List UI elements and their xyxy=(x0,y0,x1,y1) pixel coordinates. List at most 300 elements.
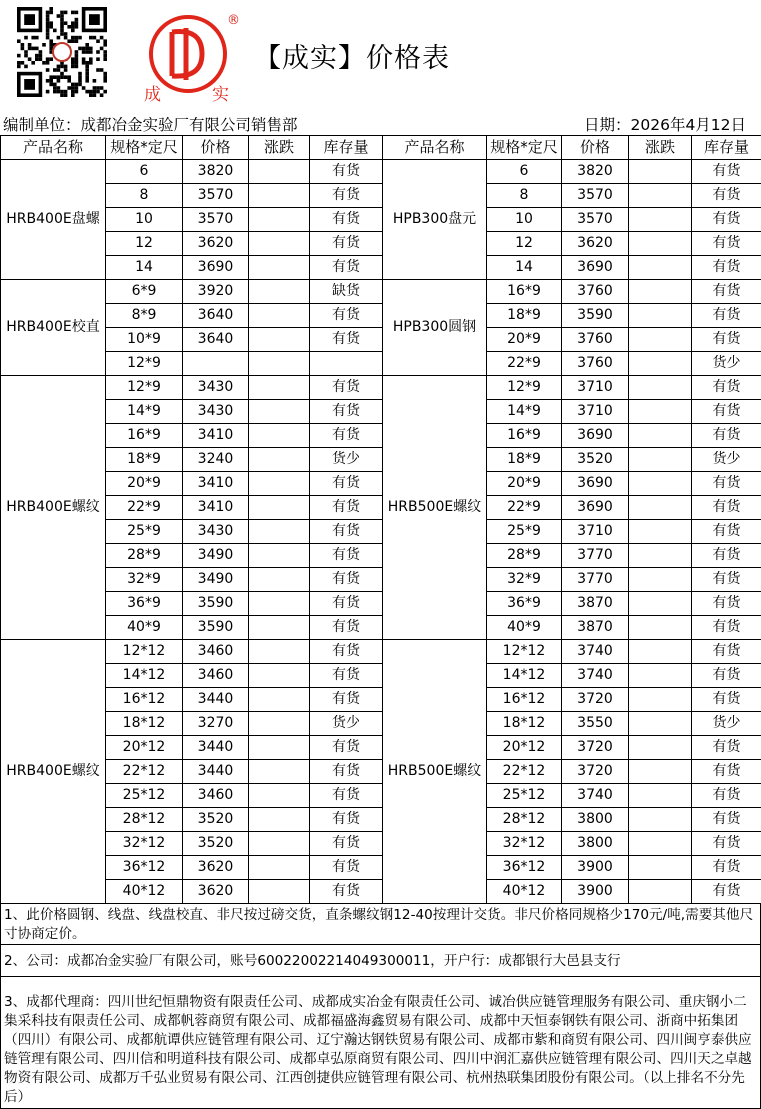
table-row xyxy=(1,736,761,760)
change-cell xyxy=(249,376,310,400)
spec-cell: 10 xyxy=(106,208,183,232)
spec-cell: 16*12 xyxy=(487,688,562,712)
change-cell xyxy=(249,688,310,712)
spec-cell: 28*9 xyxy=(487,544,562,568)
stock-cell: 有货 xyxy=(692,784,761,808)
spec-cell: 40*9 xyxy=(487,616,562,640)
stock-cell: 有货 xyxy=(310,688,383,712)
price-cell: 3440 xyxy=(183,736,249,760)
stock-cell: 有货 xyxy=(692,328,761,352)
stock-cell: 有货 xyxy=(692,184,761,208)
stock-cell: 有货 xyxy=(692,160,761,184)
table-row xyxy=(1,496,761,520)
stock-cell: 有货 xyxy=(310,160,383,184)
spec-cell: 22*9 xyxy=(487,352,562,376)
spec-cell: 20*9 xyxy=(487,328,562,352)
change-cell xyxy=(249,544,310,568)
spec-cell: 14*12 xyxy=(487,664,562,688)
stock-cell: 有货 xyxy=(310,808,383,832)
stock-cell: 有货 xyxy=(310,880,383,904)
change-cell xyxy=(249,328,310,352)
spec-cell: 12*12 xyxy=(106,640,183,664)
change-cell xyxy=(249,208,310,232)
price-cell: 3820 xyxy=(562,160,629,184)
spec-cell: 40*9 xyxy=(106,616,183,640)
stock-cell: 有货 xyxy=(692,424,761,448)
price-cell: 3770 xyxy=(562,544,629,568)
table-row xyxy=(1,760,761,784)
change-cell xyxy=(629,496,692,520)
price-cell: 3410 xyxy=(183,496,249,520)
spec-cell: 12*9 xyxy=(106,352,183,376)
price-cell: 3710 xyxy=(562,400,629,424)
product-name-left: HRB400E螺纹 xyxy=(1,376,106,640)
col-header-price: 价格 xyxy=(562,136,629,160)
change-cell xyxy=(249,784,310,808)
spec-cell: 25*9 xyxy=(106,520,183,544)
stock-cell: 有货 xyxy=(310,736,383,760)
spec-cell: 32*12 xyxy=(106,832,183,856)
stock-cell: 货少 xyxy=(310,448,383,472)
price-cell: 3770 xyxy=(562,568,629,592)
price-cell: 3720 xyxy=(562,736,629,760)
stock-cell: 有货 xyxy=(692,376,761,400)
spec-cell: 25*12 xyxy=(487,784,562,808)
stock-cell: 有货 xyxy=(692,616,761,640)
change-cell xyxy=(629,832,692,856)
stock-cell: 有货 xyxy=(310,424,383,448)
stock-cell: 有货 xyxy=(692,568,761,592)
change-cell xyxy=(629,568,692,592)
change-cell xyxy=(249,352,310,376)
change-cell xyxy=(249,256,310,280)
spec-cell: 20*12 xyxy=(487,736,562,760)
price-cell: 3710 xyxy=(562,376,629,400)
spec-cell: 20*9 xyxy=(487,472,562,496)
price-cell: 3570 xyxy=(183,184,249,208)
change-cell xyxy=(249,304,310,328)
price-cell: 3620 xyxy=(183,880,249,904)
table-row xyxy=(1,880,761,904)
price-cell: 3520 xyxy=(562,448,629,472)
col-header-spec: 规格*定尺 xyxy=(106,136,183,160)
spec-cell: 22*12 xyxy=(487,760,562,784)
product-name-left: HRB400E盘螺 xyxy=(1,160,106,280)
price-cell: 3870 xyxy=(562,592,629,616)
change-cell xyxy=(249,496,310,520)
table-row xyxy=(1,376,761,400)
table-row xyxy=(1,640,761,664)
change-cell xyxy=(249,424,310,448)
spec-cell: 20*9 xyxy=(106,472,183,496)
change-cell xyxy=(629,184,692,208)
table-row xyxy=(1,784,761,808)
price-cell: 3460 xyxy=(183,784,249,808)
col-header-change: 涨跌 xyxy=(629,136,692,160)
spec-cell: 18*12 xyxy=(487,712,562,736)
price-cell: 3590 xyxy=(562,304,629,328)
table-row xyxy=(1,208,761,232)
change-cell xyxy=(629,760,692,784)
table-row xyxy=(1,808,761,832)
spec-cell: 18*9 xyxy=(487,304,562,328)
spec-cell: 12 xyxy=(487,232,562,256)
col-header-price: 价格 xyxy=(183,136,249,160)
change-cell xyxy=(629,640,692,664)
col-header-stock: 库存量 xyxy=(692,136,761,160)
stock-cell: 有货 xyxy=(692,520,761,544)
price-cell: 3740 xyxy=(562,784,629,808)
table-row xyxy=(1,520,761,544)
change-cell xyxy=(249,760,310,784)
price-cell: 3520 xyxy=(183,832,249,856)
stock-cell: 有货 xyxy=(692,232,761,256)
stock-cell: 货少 xyxy=(692,352,761,376)
change-cell xyxy=(629,352,692,376)
price-table xyxy=(0,135,761,904)
price-cell: 3640 xyxy=(183,304,249,328)
change-cell xyxy=(249,184,310,208)
spec-cell: 10*9 xyxy=(106,328,183,352)
spec-cell: 14*9 xyxy=(487,400,562,424)
change-cell xyxy=(249,520,310,544)
price-cell: 3620 xyxy=(562,232,629,256)
stock-cell: 有货 xyxy=(310,784,383,808)
stock-cell: 货少 xyxy=(692,712,761,736)
spec-cell: 22*12 xyxy=(106,760,183,784)
stock-cell: 有货 xyxy=(310,376,383,400)
price-cell: 3240 xyxy=(183,448,249,472)
spec-cell: 36*9 xyxy=(487,592,562,616)
stock-cell: 有货 xyxy=(692,496,761,520)
change-cell xyxy=(249,472,310,496)
change-cell xyxy=(249,664,310,688)
stock-cell: 有货 xyxy=(310,640,383,664)
price-cell: 3690 xyxy=(562,472,629,496)
price-cell: 3430 xyxy=(183,400,249,424)
stock-cell: 有货 xyxy=(310,520,383,544)
stock-cell: 有货 xyxy=(692,208,761,232)
table-body xyxy=(1,160,761,904)
spec-cell: 36*12 xyxy=(106,856,183,880)
change-cell xyxy=(249,880,310,904)
table-row xyxy=(1,592,761,616)
stock-cell: 缺货 xyxy=(310,280,383,304)
spec-cell: 40*12 xyxy=(106,880,183,904)
change-cell xyxy=(629,472,692,496)
change-cell xyxy=(629,304,692,328)
table-row xyxy=(1,832,761,856)
change-cell xyxy=(629,256,692,280)
stock-cell: 有货 xyxy=(310,256,383,280)
spec-cell: 28*12 xyxy=(106,808,183,832)
spec-cell: 12*9 xyxy=(487,376,562,400)
change-cell xyxy=(249,832,310,856)
logo-char-right: 实 xyxy=(212,85,229,105)
price-cell: 3440 xyxy=(183,688,249,712)
spec-cell: 25*9 xyxy=(487,520,562,544)
stock-cell: 有货 xyxy=(310,760,383,784)
stock-cell: 有货 xyxy=(692,472,761,496)
spec-cell: 18*9 xyxy=(106,448,183,472)
table-row xyxy=(1,712,761,736)
stock-cell: 有货 xyxy=(310,496,383,520)
change-cell xyxy=(629,208,692,232)
price-cell: 3900 xyxy=(562,856,629,880)
price-cell: 3590 xyxy=(183,616,249,640)
change-cell xyxy=(629,616,692,640)
table-row xyxy=(1,664,761,688)
stock-cell: 货少 xyxy=(692,448,761,472)
change-cell xyxy=(629,880,692,904)
table-row xyxy=(1,328,761,352)
product-name-right: HPB300圆钢 xyxy=(383,280,487,376)
change-cell xyxy=(629,664,692,688)
price-cell: 3760 xyxy=(562,352,629,376)
stock-cell: 有货 xyxy=(692,664,761,688)
change-cell xyxy=(629,160,692,184)
spec-cell: 36*9 xyxy=(106,592,183,616)
stock-cell: 有货 xyxy=(310,568,383,592)
stock-cell: 有货 xyxy=(692,808,761,832)
change-cell xyxy=(629,856,692,880)
change-cell xyxy=(249,640,310,664)
price-cell: 3690 xyxy=(562,424,629,448)
notes-section xyxy=(0,903,761,1109)
price-cell: 3900 xyxy=(562,880,629,904)
product-name-right: HPB300盘元 xyxy=(383,160,487,280)
spec-cell: 25*12 xyxy=(106,784,183,808)
stock-cell: 有货 xyxy=(692,640,761,664)
table-row xyxy=(1,256,761,280)
col-header-spec: 规格*定尺 xyxy=(487,136,562,160)
spec-cell: 36*12 xyxy=(487,856,562,880)
price-cell: 3570 xyxy=(562,184,629,208)
spec-cell: 12*9 xyxy=(106,376,183,400)
change-cell xyxy=(249,616,310,640)
change-cell xyxy=(249,568,310,592)
spec-cell: 18*9 xyxy=(487,448,562,472)
spec-cell: 16*9 xyxy=(487,280,562,304)
stock-cell: 有货 xyxy=(692,544,761,568)
spec-cell: 14 xyxy=(106,256,183,280)
spec-cell: 10 xyxy=(487,208,562,232)
price-cell: 3720 xyxy=(562,760,629,784)
stock-cell: 有货 xyxy=(310,592,383,616)
spec-cell: 32*12 xyxy=(487,832,562,856)
price-cell: 3520 xyxy=(183,808,249,832)
change-cell xyxy=(629,784,692,808)
page-title: 【成实】价格表 xyxy=(254,36,450,75)
change-cell xyxy=(629,424,692,448)
price-cell: 3760 xyxy=(562,280,629,304)
change-cell xyxy=(249,160,310,184)
spec-cell: 16*12 xyxy=(106,688,183,712)
price-cell: 3410 xyxy=(183,472,249,496)
product-name-right: HRB500E螺纹 xyxy=(383,640,487,904)
note-agents: 3、成都代理商：四川世纪恒鼎物资有限责任公司、成都成实冶金有限责任公司、诚冶供应链管理服务有限公司、重庆钢小二集采科技有限责任公司、成都帆蓉商贸有限公司、成都福盛海鑫贸易有限公司、成都中天恒泰钢铁有限公司、浙商中拓集团（四川）有限公司、成都航谭供应链管理有限公司、辽宁瀚达钢铁贸易有限公司、成都市紫和商贸有限公司、四川闽亨泰供应链管理有限公司、四川信和明道科技有限公司、成都卓弘原商贸有限公司、四川中润汇嘉供应链管理有限公司、四川天之卓越物资有限公司、成都万千弘业贸易有限公司、江西创捷供应链管理有限公司、杭州热联集团股份有限公司。（以上排名不分先后） xyxy=(0,977,761,1109)
spec-cell: 16*9 xyxy=(106,424,183,448)
qr-code-icon xyxy=(17,7,107,97)
change-cell xyxy=(629,328,692,352)
table-row xyxy=(1,472,761,496)
stock-cell: 有货 xyxy=(310,544,383,568)
price-cell xyxy=(183,352,249,376)
price-cell: 3440 xyxy=(183,760,249,784)
spec-cell: 28*9 xyxy=(106,544,183,568)
table-row xyxy=(1,448,761,472)
spec-cell: 20*12 xyxy=(106,736,183,760)
price-cell: 3490 xyxy=(183,544,249,568)
change-cell xyxy=(629,400,692,424)
spec-cell: 6 xyxy=(487,160,562,184)
table-row xyxy=(1,232,761,256)
stock-cell: 有货 xyxy=(310,616,383,640)
price-cell: 3640 xyxy=(183,328,249,352)
spec-cell: 32*9 xyxy=(106,568,183,592)
spec-cell: 6 xyxy=(106,160,183,184)
company-logo xyxy=(142,8,242,108)
table-row xyxy=(1,160,761,184)
logo-char-left: 成 xyxy=(144,85,161,105)
header xyxy=(0,0,761,112)
stock-cell: 有货 xyxy=(692,688,761,712)
spec-cell: 6*9 xyxy=(106,280,183,304)
change-cell xyxy=(629,592,692,616)
table-row xyxy=(1,400,761,424)
price-cell: 3590 xyxy=(183,592,249,616)
change-cell xyxy=(249,808,310,832)
change-cell xyxy=(629,232,692,256)
note-bank-account: 2、公司：成都冶金实验厂有限公司，账号60022002214049300011，开户行：成都银行大邑县支行 xyxy=(0,945,761,977)
table-row xyxy=(1,304,761,328)
table-row xyxy=(1,544,761,568)
col-header-product: 产品名称 xyxy=(383,136,487,160)
price-cell: 3740 xyxy=(562,640,629,664)
change-cell xyxy=(629,520,692,544)
note-pricing: 1、此价格圆钢、线盘、线盘校直、非尺按过磅交货，直条螺纹钢12-40按理计交货。非尺价格同规格少170元/吨,需要其他尺寸协商定价。 xyxy=(0,903,761,945)
price-cell: 3710 xyxy=(562,520,629,544)
stock-cell: 有货 xyxy=(310,856,383,880)
change-cell xyxy=(249,592,310,616)
change-cell xyxy=(249,712,310,736)
spec-cell: 22*9 xyxy=(106,496,183,520)
price-cell: 3870 xyxy=(562,616,629,640)
change-cell xyxy=(249,736,310,760)
stock-cell: 有货 xyxy=(310,472,383,496)
table-row xyxy=(1,352,761,376)
stock-cell: 有货 xyxy=(310,232,383,256)
table-header-row xyxy=(1,136,761,160)
price-cell: 3760 xyxy=(562,328,629,352)
date-label: 日期：2026年4月12日 xyxy=(584,113,746,135)
stock-cell: 有货 xyxy=(310,664,383,688)
table-row xyxy=(1,616,761,640)
stock-cell: 有货 xyxy=(310,400,383,424)
product-name-left: HRB400E螺纹 xyxy=(1,640,106,904)
change-cell xyxy=(249,448,310,472)
spec-cell: 28*12 xyxy=(487,808,562,832)
price-cell: 3690 xyxy=(562,256,629,280)
stock-cell: 有货 xyxy=(310,328,383,352)
stock-cell: 有货 xyxy=(692,856,761,880)
stock-cell: 有货 xyxy=(692,592,761,616)
price-cell: 3430 xyxy=(183,520,249,544)
price-cell: 3270 xyxy=(183,712,249,736)
change-cell xyxy=(629,808,692,832)
col-header-change: 涨跌 xyxy=(249,136,310,160)
price-cell: 3490 xyxy=(183,568,249,592)
price-cell: 3690 xyxy=(562,496,629,520)
stock-cell: 有货 xyxy=(692,256,761,280)
price-cell: 3460 xyxy=(183,640,249,664)
change-cell xyxy=(249,232,310,256)
price-cell: 3460 xyxy=(183,664,249,688)
table-row xyxy=(1,688,761,712)
stock-cell: 有货 xyxy=(692,736,761,760)
price-cell: 3720 xyxy=(562,688,629,712)
spec-cell: 14*12 xyxy=(106,664,183,688)
spec-cell: 12 xyxy=(106,232,183,256)
spec-cell: 40*12 xyxy=(487,880,562,904)
change-cell xyxy=(629,376,692,400)
stock-cell: 有货 xyxy=(692,832,761,856)
price-cell: 3920 xyxy=(183,280,249,304)
spec-cell: 22*9 xyxy=(487,496,562,520)
stock-cell: 有货 xyxy=(692,280,761,304)
product-name-right: HRB500E螺纹 xyxy=(383,376,487,640)
change-cell xyxy=(249,856,310,880)
spec-cell: 18*12 xyxy=(106,712,183,736)
spec-cell: 14 xyxy=(487,256,562,280)
stock-cell: 有货 xyxy=(692,880,761,904)
stock-cell: 有货 xyxy=(692,400,761,424)
price-cell: 3800 xyxy=(562,832,629,856)
stock-cell: 有货 xyxy=(692,304,761,328)
change-cell xyxy=(629,280,692,304)
table-row xyxy=(1,280,761,304)
change-cell xyxy=(249,280,310,304)
change-cell xyxy=(249,400,310,424)
price-cell: 3550 xyxy=(562,712,629,736)
stock-cell: 有货 xyxy=(692,760,761,784)
table-row xyxy=(1,568,761,592)
spec-cell: 16*9 xyxy=(487,424,562,448)
spec-cell: 8 xyxy=(487,184,562,208)
price-cell: 3620 xyxy=(183,856,249,880)
compiler-label: 编制单位：成都冶金实验厂有限公司销售部 xyxy=(3,113,298,135)
price-cell: 3620 xyxy=(183,232,249,256)
stock-cell: 货少 xyxy=(310,712,383,736)
spec-cell: 32*9 xyxy=(487,568,562,592)
stock-cell: 有货 xyxy=(310,304,383,328)
logo-reg-mark: ® xyxy=(227,13,240,28)
price-cell: 3430 xyxy=(183,376,249,400)
table-row xyxy=(1,424,761,448)
price-cell: 3820 xyxy=(183,160,249,184)
price-cell: 3570 xyxy=(183,208,249,232)
price-cell: 3690 xyxy=(183,256,249,280)
price-cell: 3570 xyxy=(562,208,629,232)
stock-cell: 有货 xyxy=(310,832,383,856)
col-header-product: 产品名称 xyxy=(1,136,106,160)
change-cell xyxy=(629,544,692,568)
change-cell xyxy=(629,448,692,472)
price-cell: 3740 xyxy=(562,664,629,688)
price-cell: 3800 xyxy=(562,808,629,832)
col-header-stock: 库存量 xyxy=(310,136,383,160)
spec-cell: 14*9 xyxy=(106,400,183,424)
